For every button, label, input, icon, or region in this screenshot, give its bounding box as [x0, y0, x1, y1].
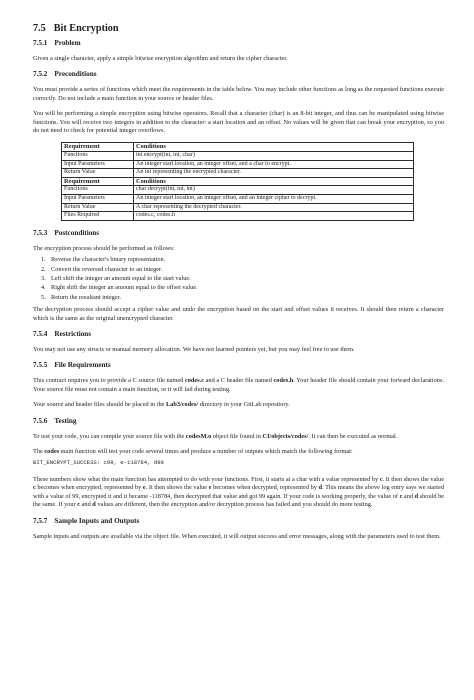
- table-cell-condition: int encrypt(int, int, char): [134, 152, 414, 161]
- table-header-row: [62, 143, 414, 152]
- table-row: [62, 195, 414, 204]
- table-cell-condition: codes.c, codes.h: [134, 212, 414, 221]
- table-cell-requirement: Return Value: [62, 169, 134, 178]
- table-cell-requirement: Files Required: [62, 212, 134, 221]
- table-cell-condition: An int representing the encrypted character.: [134, 169, 414, 178]
- table-cell-requirement: Requirement: [62, 177, 134, 186]
- file-requirements-paragraph-2: Your source and header files should be placed in the Lab3/codes/ directory in your GitLab repository.: [33, 401, 290, 409]
- sample-output-code: BIT_ENCRYPT_SUCCESS: c99, e-118784, d99: [33, 459, 164, 467]
- sample-section: [33, 517, 444, 541]
- list-item: 1. Reverse the character's binary representation.: [41, 256, 166, 264]
- list-item: 5. Return the resultant integer.: [41, 293, 121, 301]
- list-item: 2. Convert the reversed character to an integer.: [41, 265, 163, 273]
- postconditions-section: [33, 229, 444, 323]
- table-row: [62, 203, 414, 212]
- table-cell-requirement: Return Value: [62, 203, 134, 212]
- preconditions-paragraph-1: You must provide a series of functions which meet the requirements in the table below. You may include other functions as long as the requested functions execute correctly. Do not include a main function in your source or header files.: [33, 86, 444, 102]
- encryption-steps-list: [41, 256, 444, 302]
- requirements-table: [61, 142, 414, 220]
- file-requirements-heading: 7.5.5 File Requirements: [33, 361, 111, 370]
- testing-paragraph-2: The codes main function will test your code several times and produce a number of outputs which match the following format:: [33, 448, 353, 456]
- postconditions-heading: 7.5.3 Postconditions: [33, 228, 100, 237]
- table-cell-condition: Conditions: [134, 177, 414, 186]
- table-header-row: [62, 177, 414, 186]
- list-item: 3. Left shift the integer an amount equal to the start value.: [41, 275, 191, 282]
- table-row: [62, 186, 414, 195]
- table-row: [62, 160, 414, 169]
- list-item: 4. Right shift the integer an amount equal to the offset value.: [41, 284, 198, 292]
- table-cell-requirement: Input Parameters: [62, 195, 134, 204]
- table-cell-condition: Conditions: [134, 143, 414, 152]
- sample-heading: 7.5.7 Sample Inputs and Outputs: [33, 516, 140, 525]
- testing-section: [33, 417, 444, 510]
- file-requirements-paragraph-1: This contract requires you to provide a C source file named codes.c and a C header file named codes.h. Your header file should contain your forward declarations. Your source file must not contain a main function, or it will fail during testing.: [33, 377, 444, 393]
- file-requirements-section: [33, 361, 444, 409]
- problem-heading: 7.5.1 Problem: [33, 39, 81, 47]
- table-cell-condition: char decrypt(int, int, int): [134, 186, 414, 195]
- table-cell-condition: An integer start location, an integer offset, and an integer cipher to decrypt.: [134, 195, 414, 204]
- table-row: [62, 152, 414, 161]
- table-cell-requirement: Functions: [62, 186, 134, 195]
- preconditions-paragraph-2: You will be performing a simple encryption using bitwise operators. Recall that a character (char) is an 8-bit integer, and thus can be manipulated using bitwise functions. You will receive two integers in addition to the character: a start location and an offset. No values will be given that can break your encryption, so you do not need to check for potential integer overflows.: [33, 110, 444, 135]
- testing-paragraph-3: These numbers show what the main function has attempted to do with your functions. First, it starts at a char with a value represented by c. It then shows the value c becomes when encrypted, represented by e. It then shows the value e becomes when decrypted, represented by d. This means the above log entry says we started with a value of 99, encrypted it and it became -118784, then decrypted that value and got 99 again. If your code is working properly, the value of c and d should be the same. If your c and d values are different, then the encryption and/or decryption process has failed and you should do more testing.: [33, 475, 445, 509]
- preconditions-section: [33, 70, 444, 220]
- postconditions-intro: The encryption process should be performed as follows:: [33, 244, 175, 252]
- table-row: [62, 169, 414, 178]
- restrictions-heading: 7.5.4 Restrictions: [33, 330, 92, 339]
- table-cell-requirement: Requirement: [62, 143, 134, 152]
- restrictions-section: [33, 330, 444, 354]
- table-cell-requirement: Input Parameters: [62, 160, 134, 169]
- preconditions-heading: 7.5.2 Preconditions: [33, 70, 97, 79]
- postconditions-decryption-text: The decryption process should accept a cipher value and undo the encryption based on the start and offset values it receives. It should then return a character which is the same as the original unencrypted character.: [33, 306, 444, 322]
- table-cell-condition: A char representing the decrypted character.: [134, 203, 414, 212]
- problem-text: Given a single character, apply a simple bitwise encryption algorithm and return the cipher character.: [33, 55, 288, 62]
- testing-paragraph-1: To test your code, you can compile your source file with the codesM.o object file found in CI/objects/codes/. It can then be executed as normal.: [33, 432, 398, 440]
- testing-heading: 7.5.6 Testing: [33, 416, 77, 425]
- sample-text: Sample inputs and outputs are available via the object file. When executed, it will output success and error messages, along with the parameters used to test them.: [33, 532, 441, 540]
- table-cell-condition: An integer start location, an integer offset, and a char to encrypt.: [134, 160, 414, 169]
- restrictions-text: You may not use any structs or manual memory allocation. We have not learned pointers yet, but you may feel free to use them.: [33, 346, 355, 354]
- problem-section: [33, 39, 444, 63]
- table-cell-requirement: Functions: [62, 152, 134, 161]
- section-title: 7.5 Bit Encryption: [33, 23, 119, 34]
- table-row: [62, 212, 414, 221]
